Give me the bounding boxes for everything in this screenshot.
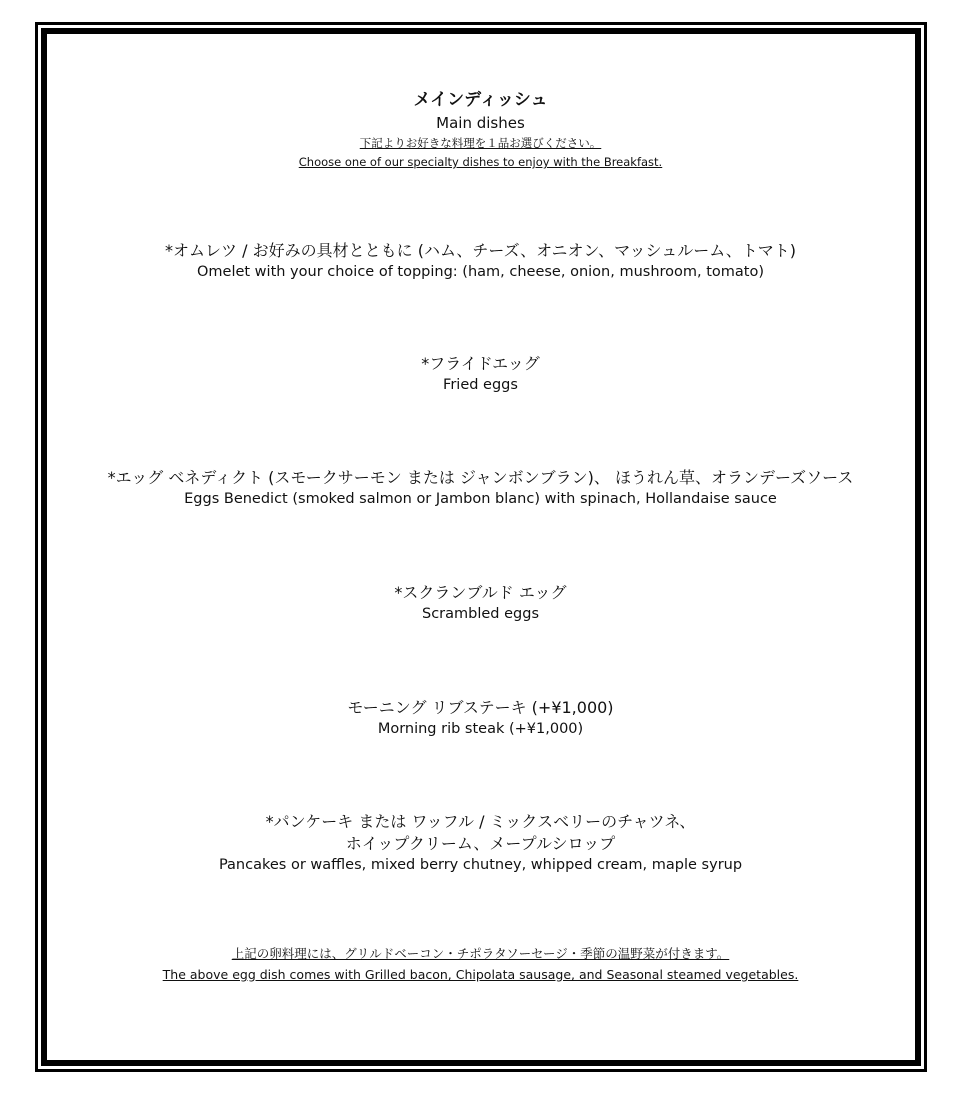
dish-name-en: Morning rib steak (+¥1,000) xyxy=(377,721,584,737)
section-title-ja: メインディッシュ xyxy=(413,90,548,110)
footer-note-en: The above egg dish comes with Grilled bacon, Chipolata sausage, and Seasonal steamed vegetables. xyxy=(162,967,799,982)
dish-name-ja: *パンケーキ または ワッフル / ミックスベリーのチャツネ、 xyxy=(265,812,696,831)
section-title-en: Main dishes xyxy=(436,114,525,132)
dish-name-ja: *スクランブルド エッグ xyxy=(394,583,567,602)
dish-item-omelet xyxy=(50,240,911,283)
dish-name-en: Scrambled eggs xyxy=(422,606,539,622)
footer-note-ja: 上記の卵料理には、グリルドベーコン・チポラタソーセージ・季節の温野菜が付きます。 xyxy=(231,946,730,961)
dish-name-en: Fried eggs xyxy=(443,377,518,393)
dish-name-ja: *エッグ ベネディクト (スモークサーモン または ジャンボンブラン)、 ほうれん草、オランデーズソース xyxy=(107,468,854,487)
dish-name-ja: モーニング リブステーキ (+¥1,000) xyxy=(347,698,614,717)
dish-item-scrambled-eggs xyxy=(50,582,911,625)
dish-name-ja-line2: ホイップクリーム、メープルシロップ xyxy=(345,834,616,853)
dish-item-eggs-benedict xyxy=(50,467,911,510)
dish-name-en: Omelet with your choice of topping: (ham, cheese, onion, mushroom, tomato) xyxy=(196,264,765,280)
section-instruction-ja: 下記よりお好きな料理を１品お選びください。 xyxy=(359,136,602,150)
dish-item-pancakes xyxy=(50,811,911,876)
dish-name-en: Pancakes or waffles, mixed berry chutney, whipped cream, maple syrup xyxy=(218,857,743,873)
dish-name-en: Eggs Benedict (smoked salmon or Jambon blanc) with spinach, Hollandaise sauce xyxy=(184,491,777,507)
dish-name-ja: *フライドエッグ xyxy=(421,354,540,373)
dish-item-fried-eggs xyxy=(50,353,911,396)
dish-item-rib-steak xyxy=(50,697,911,740)
section-instruction-en: Choose one of our specialty dishes to enjoy with the Breakfast. xyxy=(298,155,663,169)
dish-name-ja: *オムレツ / お好みの具材とともに (ハム、チーズ、オニオン、マッシュルーム、トマト) xyxy=(165,241,796,260)
